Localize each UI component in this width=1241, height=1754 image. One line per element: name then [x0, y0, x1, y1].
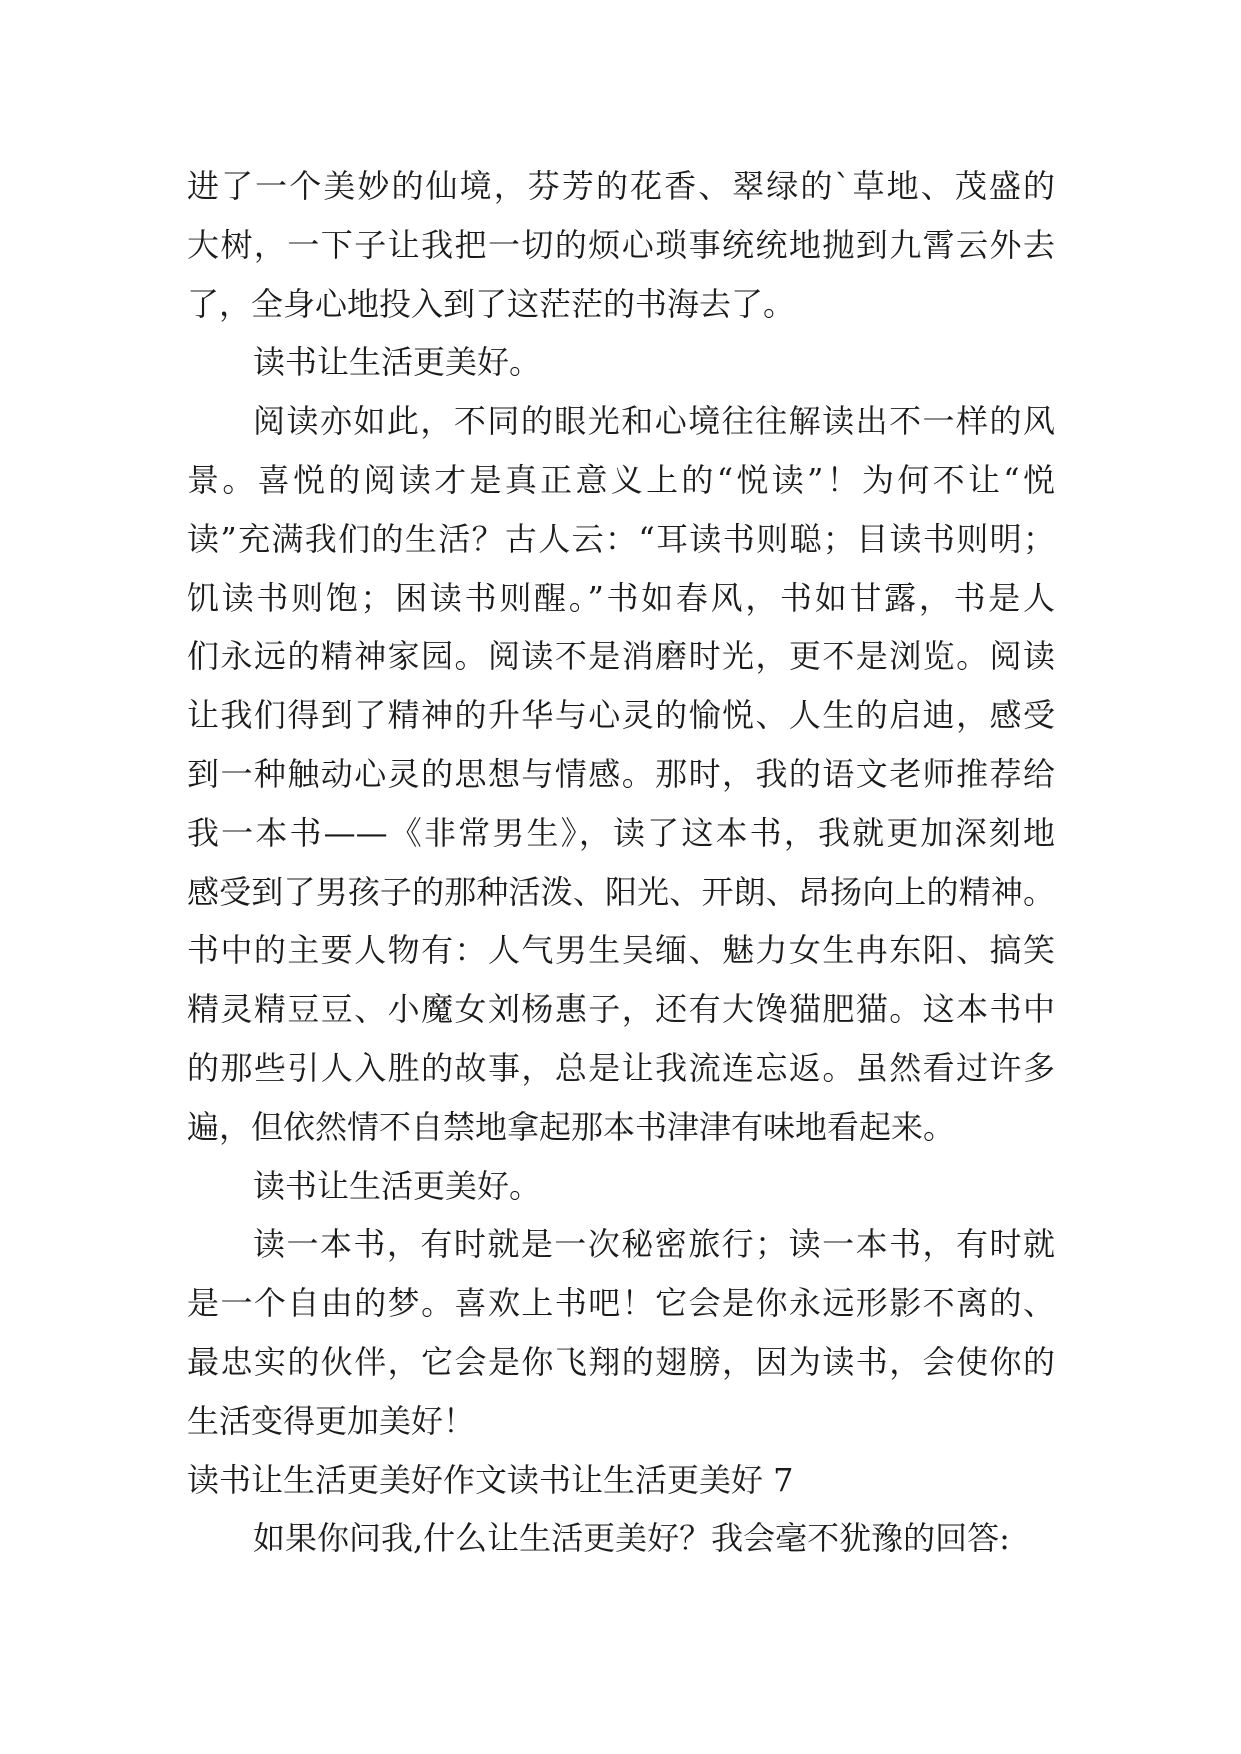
section-heading-text: 读书让生活更美好作文读书让生活更美好 7 [187, 1460, 794, 1499]
paragraph-line: 读一本书，有时就是一次秘密旅行；读一本书，有时就 [253, 1225, 1055, 1264]
paragraph-line: 饥读书则饱；困读书则醒。”书如春风，书如甘露，书是人 [187, 578, 1055, 617]
paragraph-line: 我一本书——《非常男生》，读了这本书，我就更加深刻地 [187, 813, 1055, 852]
paragraph-line: 的那些引人入胜的故事，总是让我流连忘返。虽然看过许多 [187, 1048, 1055, 1087]
paragraph-line: 精灵精豆豆、小魔女刘杨惠子，还有大馋猫肥猫。这本书中 [187, 990, 1055, 1029]
paragraph-line: 读书让生活更美好。 [253, 343, 542, 382]
paragraph-line: 最忠实的伙伴，它会是你飞翔的翅膀，因为读书，会使你的 [187, 1342, 1055, 1381]
paragraph [187, 157, 1055, 333]
section-heading [187, 1451, 1055, 1510]
paragraph [187, 1509, 1055, 1568]
paragraph-line: 阅读亦如此，不同的眼光和心境往往解读出不一样的风 [253, 402, 1055, 441]
paragraph-line: 如果你问我,什么让生活更美好？我会毫不犹豫的回答: [253, 1519, 1010, 1558]
paragraph-line: 读”充满我们的生活？古人云：“耳读书则聪；目读书则明； [187, 519, 1055, 558]
paragraph-line: 书中的主要人物有：人气男生吴缅、魅力女生冉东阳、搞笑 [187, 931, 1055, 970]
paragraph-line: 们永远的精神家园。阅读不是消磨时光，更不是浏览。阅读 [187, 637, 1055, 676]
paragraph-line: 是一个自由的梦。喜欢上书吧！它会是你永远形影不离的、 [187, 1284, 1055, 1323]
paragraph [187, 1157, 1055, 1216]
paragraph-line: 感受到了男孩子的那种活泼、阳光、开朗、昂扬向上的精神。 [187, 872, 1055, 911]
paragraph-line: 让我们得到了精神的升华与心灵的愉悦、人生的启迪，感受 [187, 696, 1055, 735]
paragraph-line: 进了一个美妙的仙境，芬芳的花香、翠绿的`草地、茂盛的 [187, 167, 1055, 205]
paragraph-line: 读书让生活更美好。 [253, 1166, 542, 1205]
paragraph-line: 景。喜悦的阅读才是真正意义上的“悦读”！为何不让“悦 [187, 460, 1055, 499]
paragraph-line: 大树，一下子让我把一切的烦心琐事统统地抛到九霄云外去 [187, 225, 1055, 264]
paragraph [187, 333, 1055, 392]
paragraph-line: 生活变得更加美好！ [187, 1401, 476, 1440]
paragraph [187, 1215, 1055, 1450]
paragraph [187, 392, 1055, 1156]
document-body [187, 157, 1055, 1568]
paragraph-line: 了，全身心地投入到了这茫茫的书海去了。 [187, 284, 796, 323]
paragraph-line: 遍，但依然情不自禁地拿起那本书津津有味地看起来。 [187, 1107, 956, 1146]
paragraph-line: 到一种触动心灵的思想与情感。那时，我的语文老师推荐给 [187, 754, 1055, 793]
